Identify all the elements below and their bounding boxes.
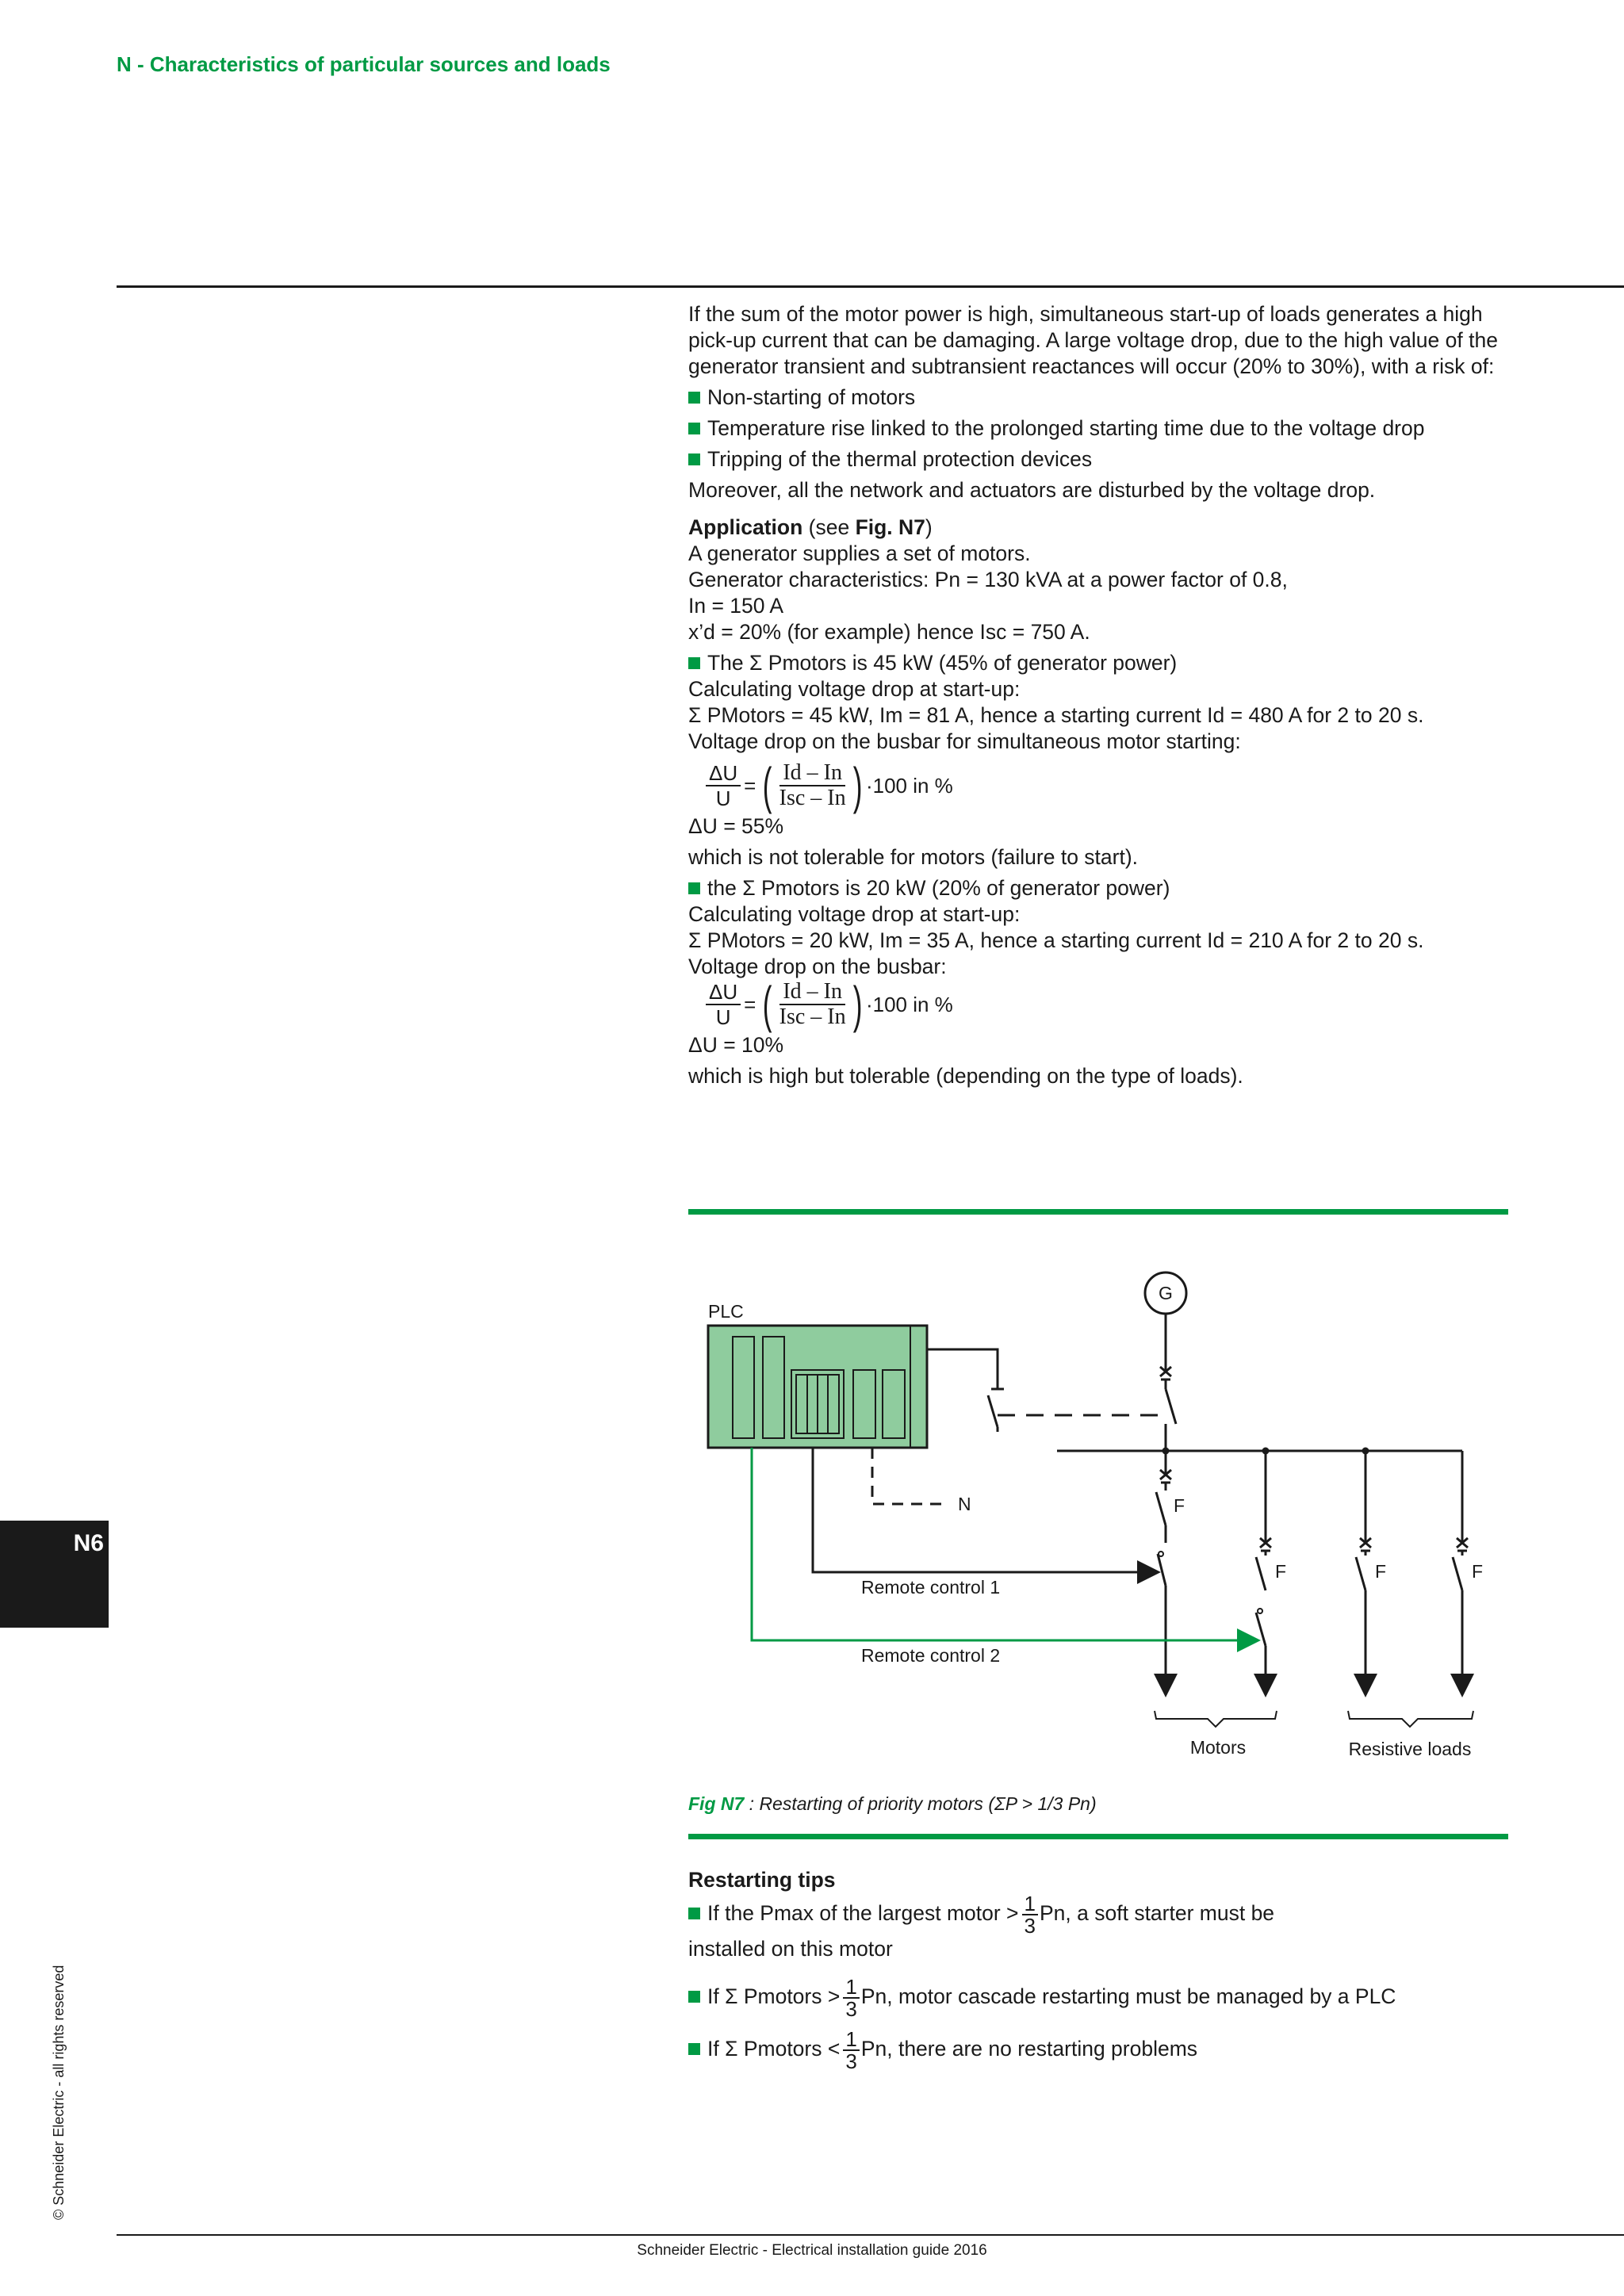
fuse-label-3: F	[1375, 1561, 1387, 1582]
bullet-square-icon	[688, 1908, 700, 1919]
case2-line-1: Calculating voltage drop at start-up:	[688, 902, 1021, 926]
case1-line-2: Σ PMotors = 45 kW, Im = 81 A, hence a starting current Id = 480 A for 2 to 20 s.	[688, 703, 1424, 727]
figure-bottom-rule	[688, 1834, 1508, 1839]
resistive-feeder-1	[1356, 1451, 1371, 1693]
svg-text:G: G	[1159, 1283, 1173, 1303]
bullet-square-icon	[688, 392, 700, 404]
intro-conclusion: Moreover, all the network and actuators are disturbed by the voltage drop.	[688, 478, 1376, 502]
bullet-square-icon	[688, 423, 700, 434]
intro-paragraph: If the sum of the motor power is high, simultaneous start-up of loads generates a high pick-up current that can be damaging. A large voltage drop, due to the high value of the generator transient and subtransient reactances will occur (20% to 30%), with a risk of:	[688, 302, 1498, 378]
intro-bullet-1: Non-starting of motors	[688, 385, 1505, 411]
page-tab-label: N6	[73, 1530, 104, 1556]
plc-unit	[708, 1326, 927, 1448]
application-line-1: A generator supplies a set of motors.	[688, 541, 1031, 565]
case1-line-1: Calculating voltage drop at start-up:	[688, 677, 1021, 701]
tip-2: If Σ Pmotors > $\frac{1}{3}$ Pn, motor cascade restarting must be managed by a PLC	[688, 1976, 1521, 2019]
bullet-square-icon	[688, 2043, 700, 2055]
restarting-tips	[688, 1867, 1521, 2072]
fuse-label-2: F	[1275, 1561, 1287, 1582]
fuse-label-4: F	[1472, 1561, 1484, 1582]
tips-title: Restarting tips	[688, 1868, 836, 1892]
motors-label: Motors	[1189, 1737, 1247, 1758]
tip-3: If Σ Pmotors < $\frac{1}{3}$ Pn, there are no restarting problems	[688, 2029, 1521, 2072]
figure-caption: Fig N7 : Restarting of priority motors (ΣP > 1/3 Pn)	[688, 1793, 1097, 1814]
motor-feeder-2	[1256, 1451, 1271, 1693]
intro-bullet-2: Temperature rise linked to the prolonged starting time due to the voltage drop	[688, 415, 1505, 442]
plc-label: PLC	[708, 1301, 744, 1322]
application-line-3: In = 150 A	[688, 594, 784, 618]
case2-line-3: Voltage drop on the busbar:	[688, 955, 947, 978]
remote-control-1-label: Remote control 1	[861, 1577, 1001, 1598]
application-heading: Application (see Fig. N7)	[688, 515, 933, 539]
remote-control-1-line	[813, 1448, 1156, 1572]
case2-bullet: the Σ Pmotors is 20 kW (20% of generator power)	[688, 875, 1505, 901]
case1-comment: which is not tolerable for motors (failure to start).	[688, 845, 1139, 869]
resistive-loads-label: Resistive loads	[1348, 1739, 1472, 1759]
application-line-4: x’d = 20% (for example) hence Isc = 750 A.	[688, 620, 1090, 644]
resistive-loads-brace	[1348, 1711, 1473, 1727]
case2-result: ΔU = 10%	[688, 1033, 784, 1057]
case1-result: ΔU = 55%	[688, 814, 784, 838]
bullet-square-icon	[688, 1991, 700, 2003]
motors-brace	[1155, 1711, 1277, 1727]
resistive-feeder-2	[1453, 1451, 1468, 1693]
case1-line-3: Voltage drop on the busbar for simultaneous motor starting:	[688, 729, 1241, 753]
page-tab	[0, 1521, 109, 1628]
neutral-label: N	[958, 1494, 971, 1514]
tip-1-continued: installed on this motor	[688, 1937, 893, 1961]
bullet-square-icon	[688, 453, 700, 465]
case2-comment: which is high but tolerable (depending on the type of loads).	[688, 1064, 1243, 1088]
tip-1: If the Pmax of the largest motor > $\frac{1}{3}$ Pn, a soft starter must be	[688, 1893, 1521, 1936]
application-line-2: Generator characteristics: Pn = 130 kVA at a power factor of 0.8,	[688, 568, 1288, 591]
remote-control-2-line	[752, 1448, 1256, 1640]
figure-n7-diagram	[688, 1261, 1513, 1768]
main-column	[688, 301, 1505, 1089]
bottom-rule	[117, 2234, 1624, 2236]
voltage-drop-formula-2: $\frac{\Delta U}{U}$ = ( $\frac{Id - In}{\text{Isc – In}}$ ) ·100 in %	[706, 980, 1505, 1029]
bullet-square-icon	[688, 882, 700, 894]
case1-bullet: The Σ Pmotors is 45 kW (45% of generator power)	[688, 650, 1505, 676]
plc-contact-wire	[927, 1349, 998, 1389]
remote-control-2-label: Remote control 2	[861, 1645, 1001, 1666]
page-header: N - Characteristics of particular sources and loads	[117, 52, 611, 76]
top-rule	[117, 285, 1624, 288]
figure-top-rule	[688, 1209, 1508, 1215]
copyright-note: © Schneider Electric - all rights reserved	[51, 1965, 67, 2220]
case2-line-2: Σ PMotors = 20 kW, Im = 35 A, hence a starting current Id = 210 A for 2 to 20 s.	[688, 928, 1424, 952]
motor-feeder-1	[1156, 1451, 1171, 1693]
bullet-square-icon	[688, 657, 700, 669]
intro-bullet-3: Tripping of the thermal protection devices	[688, 446, 1505, 473]
page-footer: Schneider Electric - Electrical installation guide 2016	[637, 2242, 987, 2259]
neutral-dashed-line	[872, 1448, 942, 1504]
voltage-drop-formula-1: $\frac{\Delta U}{U}$ = ( $\frac{Id - In}{\text{Isc – In}}$ ) ·100 in %	[706, 761, 1505, 810]
fuse-label-1: F	[1174, 1495, 1185, 1516]
